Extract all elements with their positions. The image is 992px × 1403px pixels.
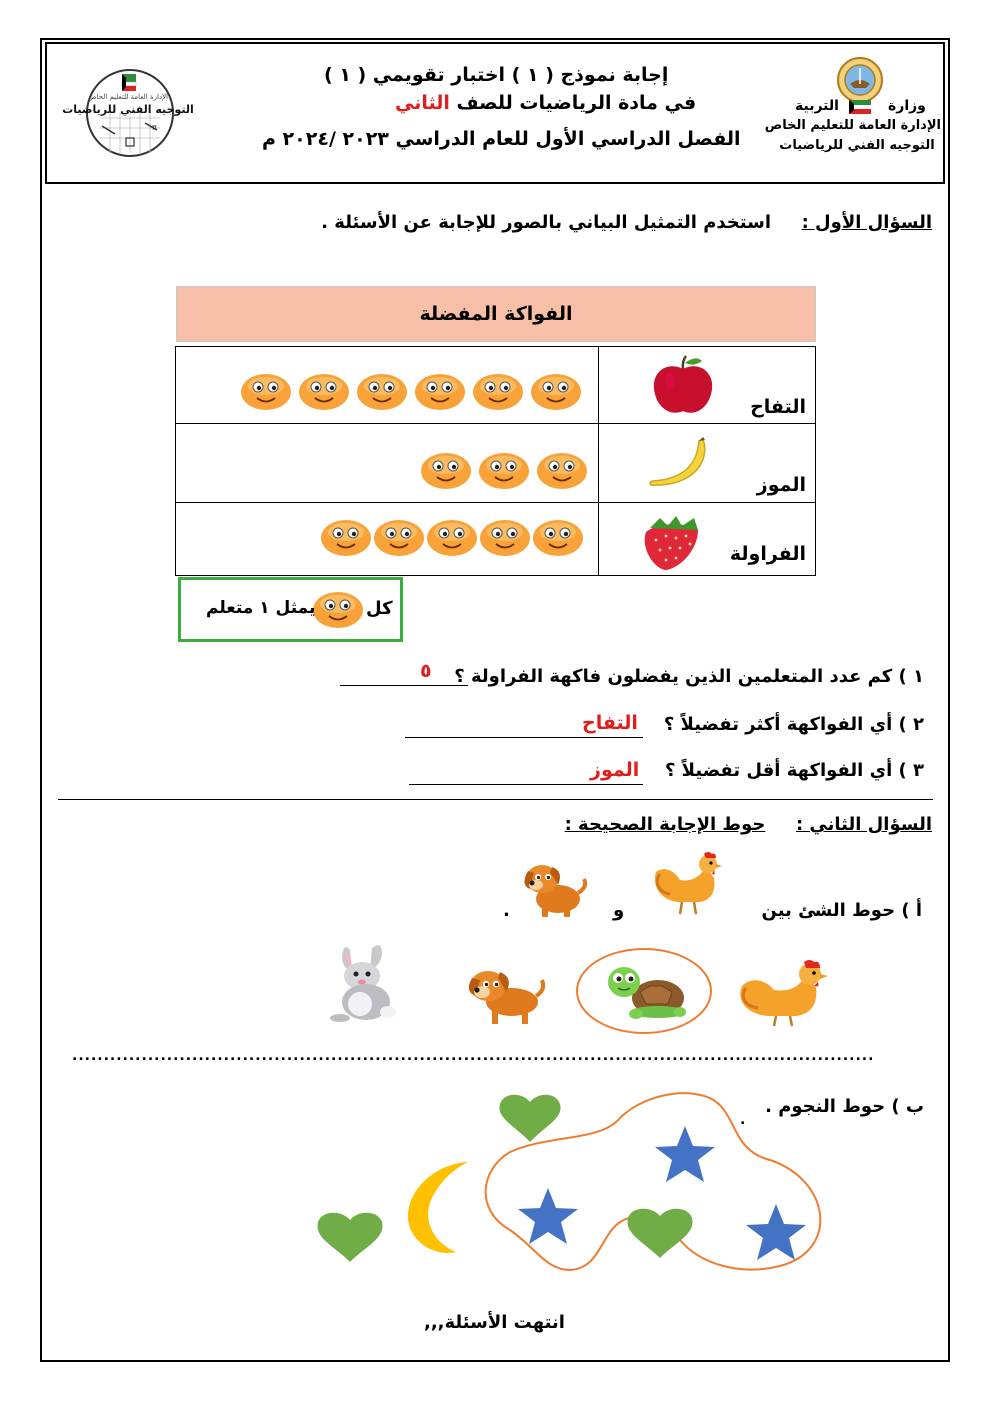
ministry-line-2: الإدارة العامة للتعليم الخاص — [764, 118, 941, 133]
table-column-divider — [598, 347, 599, 575]
header-line-1: إجابة نموذج ( ١ ) اختبار تقويمي ( ١ ) — [324, 64, 669, 86]
smiley-face-icon — [532, 518, 584, 558]
answer-blank-3 — [409, 784, 643, 785]
dotted-separator: ............................................................................................................................... — [72, 1048, 875, 1064]
answer-blank-2 — [405, 737, 643, 738]
table-row-divider — [176, 502, 815, 503]
smiley-face-icon — [426, 518, 478, 558]
question-1-heading — [321, 212, 932, 233]
section-divider — [58, 799, 933, 800]
pictograph-title: الفواكة المفضلة — [176, 286, 816, 342]
smiley-face-icon — [536, 451, 588, 491]
table-row-divider — [176, 423, 815, 424]
smiley-face-icon — [478, 451, 530, 491]
smiley-face-icon — [479, 518, 531, 558]
question-2-instruction: حوط الإجابة الصحيحة : — [564, 814, 766, 835]
part-a-text: أ ) حوط الشئ بين — [761, 900, 922, 921]
part-b-text: ب ) حوط النجوم . — [765, 1096, 924, 1117]
header-line-3: الفصل الدراسي الأول للعام الدراسي ٢٠٢٣ /٢٠٢٤ م — [262, 128, 741, 150]
fruit-label-banana: الموز — [756, 474, 806, 496]
header-line-2-prefix: في مادة الرياضيات للصف — [456, 92, 697, 114]
smiley-face-icon — [298, 372, 350, 412]
answer-blank-1 — [340, 685, 468, 686]
star-icon — [655, 1126, 715, 1182]
grade-name: الثاني — [395, 92, 450, 114]
end-of-questions: انتهت الأسئلة,,, — [424, 1312, 565, 1333]
star-icon — [518, 1188, 578, 1244]
shapes-diagram — [300, 1090, 840, 1290]
smiley-face-icon — [356, 372, 408, 412]
banana-icon — [645, 435, 711, 491]
heart-icon — [499, 1095, 560, 1142]
moon-icon — [408, 1162, 468, 1253]
question-1-label: السؤال الأول : — [801, 212, 932, 233]
star-icon — [746, 1204, 806, 1260]
kuwait-emblem-icon — [832, 54, 888, 116]
smiley-face-icon — [414, 372, 466, 412]
sub-question-3: ٣ ) أي الفواكهة أقل تفضيلاً ؟ — [664, 760, 924, 781]
question-2-heading — [565, 814, 932, 835]
ministry-line-3: التوجيه الفني للرياضيات — [779, 138, 935, 153]
answer-2[interactable]: التفاح — [582, 712, 638, 734]
logo-small-text: الإدارة العامة للتعليم الخاص — [87, 93, 169, 101]
stray-dot: . — [740, 1112, 746, 1128]
apple-icon — [648, 355, 718, 417]
heart-icon — [627, 1209, 692, 1258]
answer-3[interactable]: الموز — [590, 759, 640, 781]
logo-main-text: التوجيه الفني للرياضيات — [62, 103, 194, 116]
hen-icon — [650, 852, 724, 918]
turtle-icon — [604, 962, 688, 1022]
strawberry-icon — [636, 512, 708, 572]
part-a-dot: . — [503, 900, 510, 921]
sub-question-1: ١ ) كم عدد المتعلمين الذين يفضلون فاكهة الفراولة ؟ — [454, 666, 924, 687]
fruit-label-strawberry: الفراولة — [729, 543, 806, 565]
puppy-icon — [518, 855, 590, 919]
hen-icon — [734, 960, 836, 1028]
math-guidance-logo — [60, 68, 195, 168]
ministry-word-1: وزارة — [888, 98, 926, 114]
rabbit-icon — [320, 942, 408, 1024]
smiley-face-icon — [320, 518, 372, 558]
key-text-kul: كل — [366, 598, 393, 619]
key-text-rest: يمثل ١ متعلم — [206, 598, 316, 618]
smiley-face-icon — [240, 372, 292, 412]
header-line-2 — [395, 92, 696, 114]
answer-1[interactable]: ٥ — [420, 660, 432, 682]
heart-icon — [317, 1213, 382, 1262]
question-1-instruction: استخدم التمثيل البياني بالصور للإجابة عن الأسئلة . — [321, 212, 771, 233]
part-a-and: و — [613, 900, 625, 921]
fruit-label-apple: التفاح — [750, 396, 806, 418]
key-smiley-icon — [312, 590, 364, 630]
smiley-face-icon — [472, 372, 524, 412]
smiley-face-icon — [373, 518, 425, 558]
question-2-label: السؤال الثاني : — [795, 814, 932, 835]
svg-text:π: π — [152, 123, 157, 132]
smiley-face-icon — [420, 451, 472, 491]
ministry-word-2: التربية — [795, 98, 839, 114]
smiley-face-icon — [530, 372, 582, 412]
sub-question-2: ٢ ) أي الفواكهة أكثر تفضيلاً ؟ — [663, 714, 924, 735]
puppy-icon — [462, 960, 548, 1026]
